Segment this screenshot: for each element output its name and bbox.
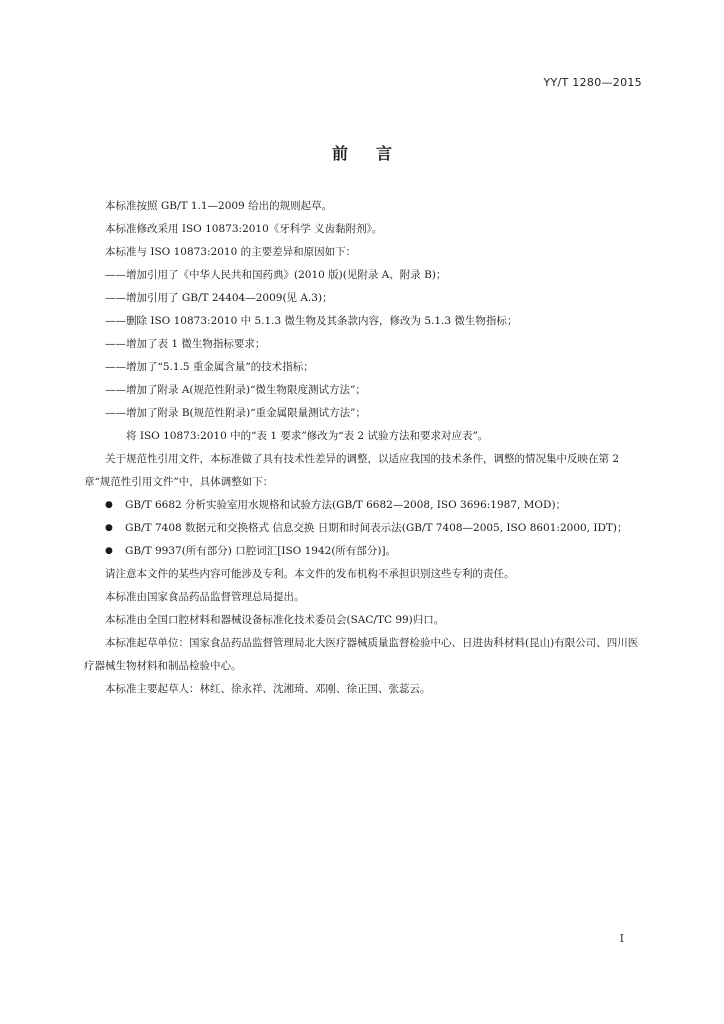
difference-item: ——删除 ISO 10873:2010 中 5.1.3 微生物及其条款内容，修改为 5.1.3 微生物指标；	[105, 315, 518, 327]
reference-text: GB/T 6682 分析实验室用水规格和试验方法(GB/T 6682—2008, ISO 3696:1987, MOD)；	[125, 499, 567, 511]
paragraph: 本标准修改采用 ISO 10873:2010《牙科学 义齿黏附剂》。	[105, 223, 383, 235]
difference-item: ——增加了附录 B(规范性附录)“重金属限量测试方法”；	[105, 407, 366, 419]
paragraph: 本标准起草单位：国家食品药品监督管理局北大医疗器械质量监督检验中心、日进齿科材料(昆山)有限公司、四川医疗器械生物材料和制品检验中心。	[84, 637, 639, 672]
reference-text: GB/T 7408 数据元和交换格式 信息交换 日期和时间表示法(GB/T 7408—2005, ISO 8601:2000, IDT)；	[125, 522, 628, 534]
title-char-2: 言	[376, 144, 393, 163]
reference-bullet	[84, 517, 644, 540]
title-char-1: 前	[331, 144, 348, 163]
paragraph: 本标准由全国口腔材料和器械设备标准化技术委员会(SAC/TC 99)归口。	[105, 614, 445, 626]
reference-bullet	[84, 494, 644, 517]
bullet-icon: ●	[105, 523, 113, 533]
standard-code: YY/T 1280—2015	[543, 76, 642, 89]
difference-item: ——增加了附录 A(规范性附录)“微生物限度测试方法”；	[105, 384, 366, 396]
paragraph: 本标准按照 GB/T 1.1—2009 给出的规则起草。	[105, 200, 333, 212]
paragraph: 本标准主要起草人：林红、徐永祥、沈湘琦、邓刚、徐正国、张蕊云。	[105, 683, 431, 695]
paragraph: 本标准与 ISO 10873:2010 的主要差异和原因如下：	[105, 246, 357, 258]
reference-text: GB/T 9937(所有部分) 口腔词汇[ISO 1942(所有部分)]。	[125, 545, 397, 557]
page-number: I	[619, 932, 624, 945]
foreword-body	[84, 195, 644, 701]
paragraph: 请注意本文件的某些内容可能涉及专利。本文件的发布机构不承担识别这些专利的责任。	[105, 568, 515, 580]
difference-item: ——增加引用了《中华人民共和国药典》(2010 版)(见附录 A、附录 B)；	[105, 269, 447, 281]
bullet-icon: ●	[105, 546, 113, 556]
difference-item: 将 ISO 10873:2010 中的“表 1 要求”修改为“表 2 试验方法和要求对应表”。	[126, 430, 489, 442]
difference-item: ——增加引用了 GB/T 24404—2009(见 A.3)；	[105, 292, 333, 304]
reference-bullet	[84, 540, 644, 563]
paragraph: 关于规范性引用文件，本标准做了具有技术性差异的调整，以适应我国的技术条件，调整的情况集中反映在第 2 章“规范性引用文件”中，具体调整如下：	[84, 453, 620, 488]
bullet-icon: ●	[105, 500, 113, 510]
paragraph: 本标准由国家食品药品监督管理总局提出。	[105, 591, 305, 603]
difference-item: ——增加了“5.1.5 重金属含量”的技术指标；	[105, 361, 314, 373]
difference-item: ——增加了表 1 微生物指标要求；	[105, 338, 266, 350]
page-title	[0, 141, 724, 164]
